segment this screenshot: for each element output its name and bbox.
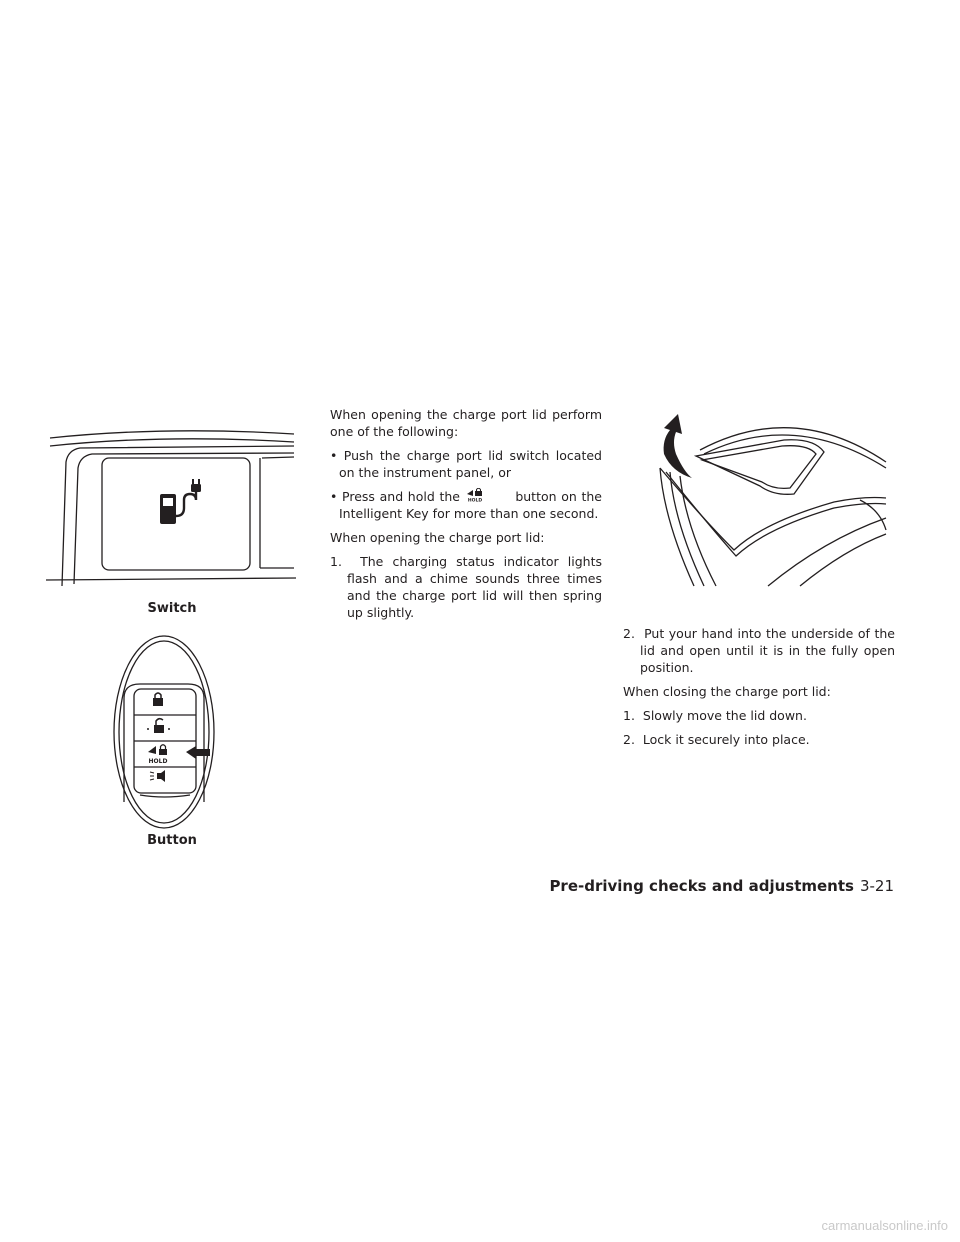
step-number: 2. [623,732,635,747]
subheading: When closing the charge port lid: [623,684,831,699]
step-number: 2. [623,626,635,641]
open-direction-arrow-icon [664,414,692,478]
step-number: 1. [623,708,635,723]
panic-horn-button-icon [150,770,165,782]
step-text: The charging status indicator lights flash and a chime sounds three times and the charge port lid will then spring up slightly. [347,554,602,620]
bullet-text-start: Press and hold the [342,489,460,504]
bullet-text-end: button on the Intelligent Key for more than one second. [339,489,602,521]
step-text: Lock it securely into place. [642,732,810,747]
footer-section-title: Pre-driving checks and adjustments [549,877,854,895]
lock-button-icon [153,693,163,706]
inline-hold-label: HOLD [467,498,482,502]
unlock-button-icon [147,719,170,733]
bullet-item: • Push the charge port lid switch located on the instrument panel, or [330,448,602,480]
fuel-plug-icon [160,479,201,524]
hold-label: HOLD [148,758,168,765]
step-number: 1. [330,554,342,569]
intelligent-key-illustration [110,632,234,830]
bullet-item: • Press and hold the HOLD button on the Intelligent Key for more than one second. [330,489,602,521]
page-number: 3-21 [859,877,894,895]
switch-caption: Switch [147,601,197,616]
step-text: Put your hand into the underside of the lid and open until it is in the fully open position. [640,626,895,675]
subheading: When opening the charge port lid: [330,530,545,545]
watermark-text: carmanualsonline.info [821,1218,948,1233]
charge-port-hold-icon [465,488,511,501]
step-item [330,553,602,621]
vehicle-charge-port-illustration [624,410,892,586]
right-column [623,625,895,755]
charge-port-hold-button-icon [148,745,167,765]
step-item [623,625,895,676]
intro-paragraph: When opening the charge port lid perform one of the following: [330,407,602,439]
bullet-text: Push the charge port lid switch located on the instrument panel, or [339,448,602,480]
step-item [623,707,895,724]
middle-column [330,406,602,628]
step-item [623,731,895,748]
step-text: Slowly move the lid down. [642,708,807,723]
button-caption: Button [147,833,197,848]
switch-illustration [44,428,300,594]
page-footer [549,877,894,895]
arrow-pointer-icon [186,746,210,759]
